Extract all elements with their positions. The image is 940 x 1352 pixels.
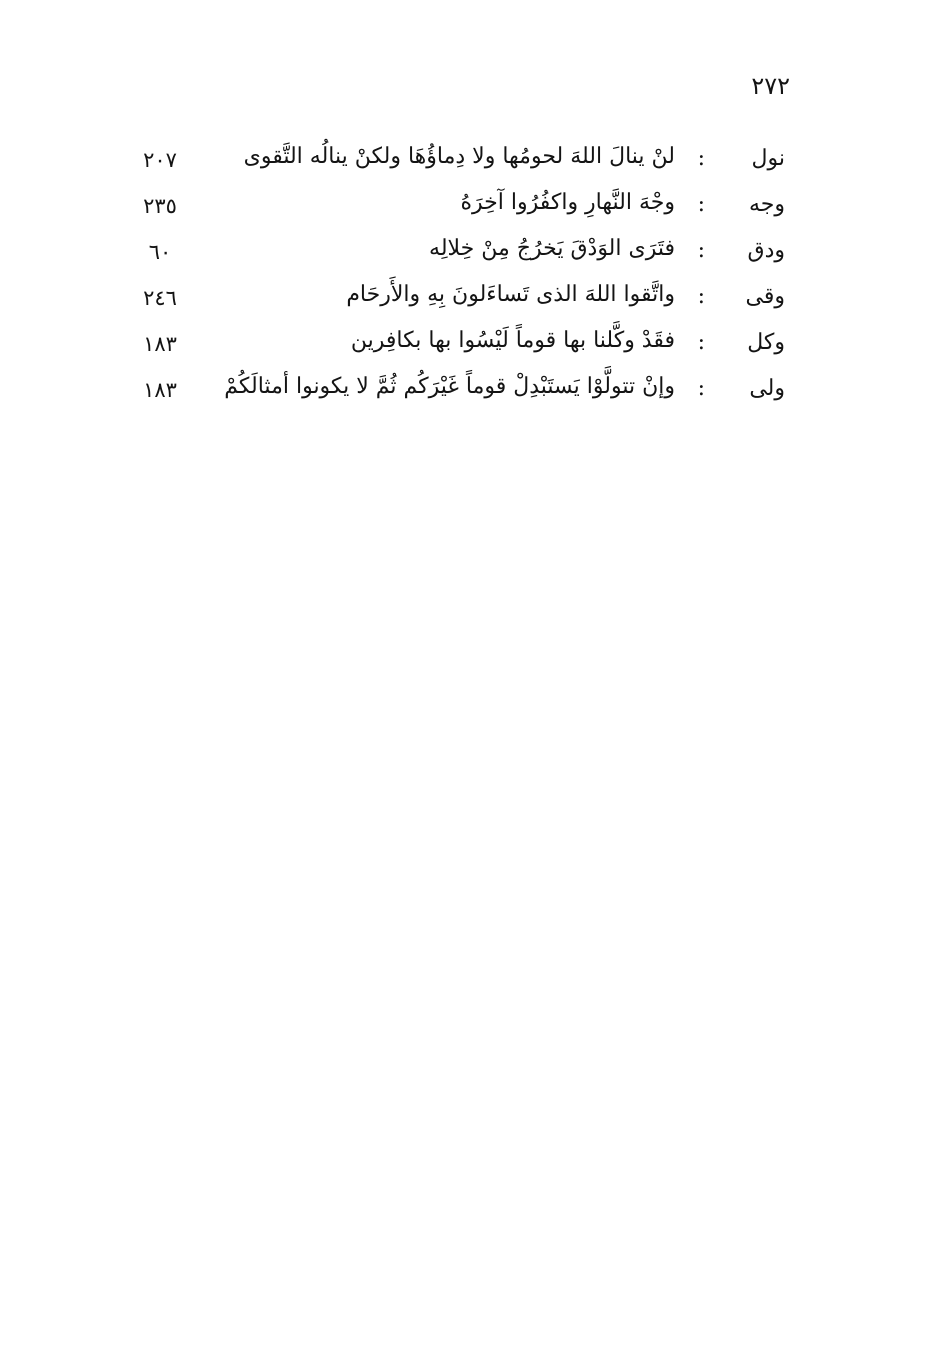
index-row (120, 324, 800, 370)
index-row (120, 140, 800, 186)
entry-text: فقَدْ وكَّلنا بها قوماً لَيْسُوا بها بكافِرين (350, 328, 675, 353)
entry-separator: : (697, 376, 705, 401)
index-row (120, 232, 800, 278)
entry-separator: : (697, 192, 705, 217)
entry-page-ref: ٢٣٥ (143, 194, 177, 218)
page-number: ٢٧٢ (751, 72, 790, 100)
entry-text: وإنْ تتولَّوْا يَستَبْدِلْ قوماً غَيْرَكُم ثُمَّ لا يكونوا أمثالَكُمْ (224, 374, 675, 399)
entry-root: وقى (745, 284, 785, 309)
entry-separator: : (697, 238, 705, 263)
entry-page-ref: ٢٤٦ (143, 286, 177, 310)
entry-text: وجْهَ النَّهارِ واكفُرُوا آخِرَهُ (460, 190, 675, 215)
entry-page-ref: ١٨٣ (143, 332, 177, 356)
entry-text: لنْ ينالَ اللهَ لحومُها ولا دِماؤُهَا ولكنْ ينالُه التَّقوى (243, 144, 675, 169)
entry-separator: : (697, 284, 705, 309)
entry-page-ref: ٦٠ (148, 240, 172, 264)
index-row (120, 278, 800, 324)
entry-separator: : (697, 146, 705, 171)
entry-root: وكل (747, 330, 785, 355)
entry-root: ودق (747, 238, 785, 263)
entry-root: ولى (749, 376, 785, 401)
entry-root: وجه (748, 192, 785, 217)
index-row (120, 370, 800, 416)
index-row (120, 186, 800, 232)
entry-page-ref: ١٨٣ (143, 378, 177, 402)
entry-text: فتَرَى الوَدْقَ يَخرُجُ مِنْ خِلالِه (429, 236, 675, 261)
entry-text: واتَّقوا اللهَ الذى تَساءَلونَ بِهِ والأَرحَام (346, 282, 675, 307)
entry-separator: : (697, 330, 705, 355)
entry-page-ref: ٢٠٧ (143, 148, 177, 172)
index-list (120, 140, 800, 416)
entry-root: نول (751, 146, 785, 171)
